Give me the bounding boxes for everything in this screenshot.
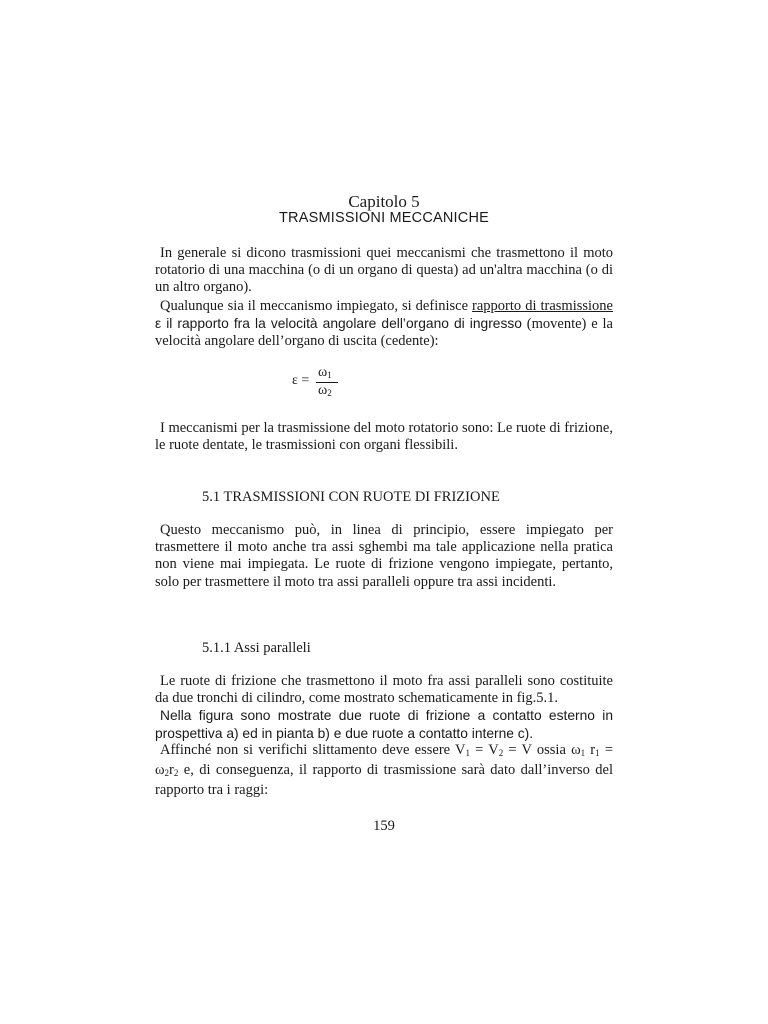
term-rapporto-di-trasmissione: rapporto di trasmissione bbox=[472, 297, 613, 314]
chapter-label: Capitolo 5 bbox=[348, 192, 420, 211]
page-number: 159 bbox=[373, 818, 395, 834]
section-5-1-paragraph: Questo meccanismo può, in linea di principio, essere impiegato per trasmettere il moto anche tra assi sghembi ma tale applicazione nella pratica non viene mai impiegata. Le ruote di frizione vengono impiegate, pertanto, solo per trasmettere il moto tra assi paralleli oppure tra assi incidenti. bbox=[155, 522, 613, 590]
intro-paragraph-2 bbox=[155, 297, 613, 351]
section-5-1-1-paragraph-2: Nella figura sono mostrate due ruote di frizione a contatto esterno in prospettiva a) ed in pianta b) e due ruote a contatto interne c). bbox=[155, 708, 613, 741]
section-5-1-heading: 5.1 TRASMISSIONI CON RUOTE DI FRIZIONE bbox=[202, 489, 500, 505]
mechanisms-block bbox=[155, 420, 613, 454]
section-5-1-block bbox=[155, 522, 613, 591]
intro-block bbox=[155, 245, 613, 350]
section-5-1-1-block bbox=[155, 673, 613, 799]
intro-paragraph-1: In generale si dicono trasmissioni quei meccanismi che trasmettono il moto rotatorio di una macchina (o di un organo di questa) ad un'altra macchina (o di un altro organo). bbox=[155, 245, 613, 296]
chapter-title: TRASMISSIONI MECCANICHE bbox=[278, 210, 490, 226]
formula-lhs: ε = bbox=[292, 373, 310, 388]
formula-numerator: $\omega_1$ bbox=[318, 365, 332, 380]
intro-p2-end: (movente) e la velocità angolare dell’organo di uscita (cedente): bbox=[155, 315, 613, 350]
section-5-1-1-paragraph-1: Le ruote di frizione che trasmettono il moto fra assi paralleli sono costituite da due tronchi di cilindro, come mostrato schematicamente in fig.5.1. bbox=[155, 673, 613, 707]
transmission-ratio-formula bbox=[292, 366, 352, 406]
intro-p2-symbol: ε il rapporto fra la velocità angolare dell’organo di ingresso bbox=[155, 315, 522, 331]
section-5-1-1-paragraph-3: Affinché non si verifichi slittamento deve essere $V_1 = V_2 = V$ ossia $\omega_1$ $r_1 = \omega_2r_2$ e, di conseguenza, il rapporto di trasmissione sarà dato dall’inverso del rapporto tra i raggi: bbox=[155, 741, 613, 799]
formula-denominator: $\omega_2$ bbox=[318, 383, 332, 398]
mechanisms-paragraph: I meccanismi per la trasmissione del moto rotatorio sono: Le ruote di frizione, le ruote dentate, le trasmissioni con organi flessibili. bbox=[155, 420, 613, 454]
intro-p2-lead: Qualunque sia il meccanismo impiegato, si definisce bbox=[160, 297, 473, 314]
section-5-1-1-heading: 5.1.1 Assi paralleli bbox=[202, 640, 311, 656]
